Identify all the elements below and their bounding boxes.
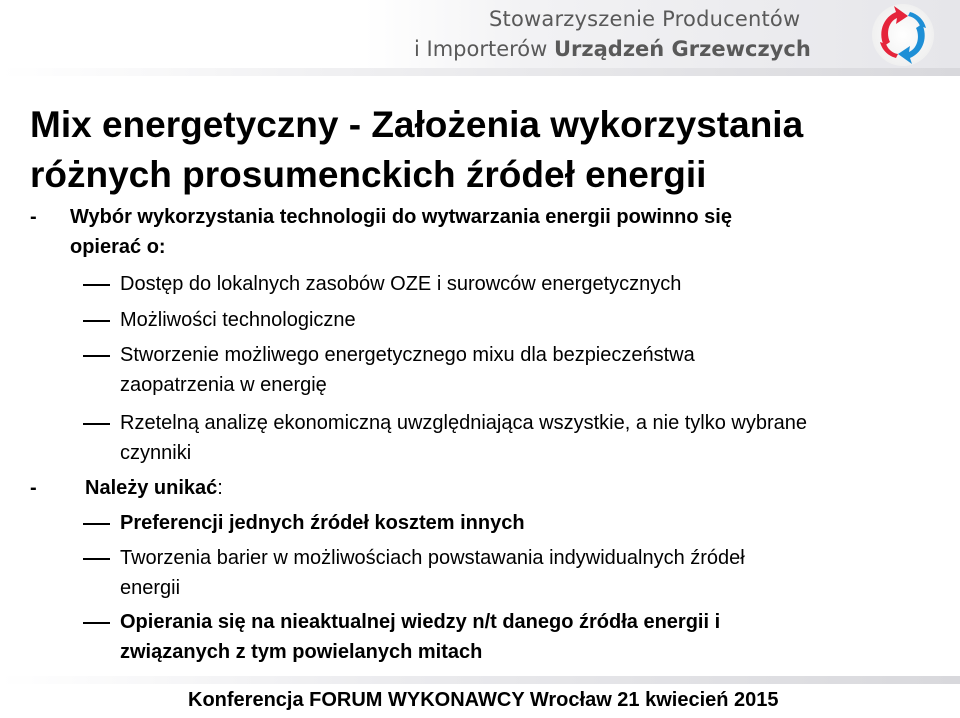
section1-marker: -	[30, 206, 37, 228]
dash-marker	[83, 622, 110, 624]
dash-marker	[83, 355, 110, 357]
section1-item-3-text-cont: zaopatrzenia w energię	[120, 374, 327, 396]
footer-text: Konferencja FORUM WYKONAWCY Wrocław 21 kwiecień 2015	[188, 689, 779, 711]
section1-line2: opierać o:	[70, 236, 166, 258]
dash-marker	[83, 423, 110, 425]
section2-item-2-text-cont: energii	[120, 577, 181, 599]
section2-item-3-text: Opierania się na nieaktualnej wiedzy n/t danego źródła energii i	[120, 611, 721, 633]
slide-title-line1: Mix energetyczny - Założenia wykorzystania	[30, 104, 804, 145]
footer-divider	[0, 676, 960, 684]
org-name-line2-bold: Urządzeń Grzewczych	[554, 37, 811, 61]
section2-item-1-text: Preferencji jednych źródeł kosztem innych	[120, 512, 525, 534]
org-name-line1: Stowarzyszenie Producentów	[489, 7, 801, 31]
dash-marker	[83, 320, 110, 322]
dash-marker	[83, 284, 110, 286]
section2-label-bold: Należy unikać	[85, 477, 218, 499]
section1-item-4-text: Rzetelną analizę ekonomiczną uwzględniająca wszystkie, a nie tylko wybrane	[120, 412, 808, 434]
section1-item-4-text-cont: czynniki	[120, 442, 192, 464]
dash-marker	[83, 558, 110, 560]
section2-label-tail: :	[217, 477, 223, 499]
org-name-line2-prefix: i Importerów	[414, 37, 554, 61]
org-name-line2	[414, 37, 811, 61]
section1-item-1-text: Dostęp do lokalnych zasobów OZE i surowców energetycznych	[120, 273, 682, 295]
section1-line1: Wybór wykorzystania technologii do wytwarzania energii powinno się	[70, 206, 732, 228]
section2-marker: -	[30, 477, 37, 499]
slide-title	[30, 100, 950, 200]
dash-marker	[83, 523, 110, 525]
section2-label	[85, 473, 223, 503]
section1-item-2-text: Możliwości technologiczne	[120, 309, 356, 331]
slide-title-line2: różnych prosumenckich źródeł energii	[30, 154, 707, 195]
section2-item-3-text-cont: związanych z tym powielanych mitach	[120, 641, 483, 663]
section2-item-2-text: Tworzenia barier w możliwościach powstawania indywidualnych źródeł	[120, 547, 745, 569]
organization-logo-icon	[870, 2, 936, 68]
header-divider	[0, 68, 960, 76]
section1-item-3-text: Stworzenie możliwego energetycznego mixu dla bezpieczeństwa	[120, 344, 695, 366]
